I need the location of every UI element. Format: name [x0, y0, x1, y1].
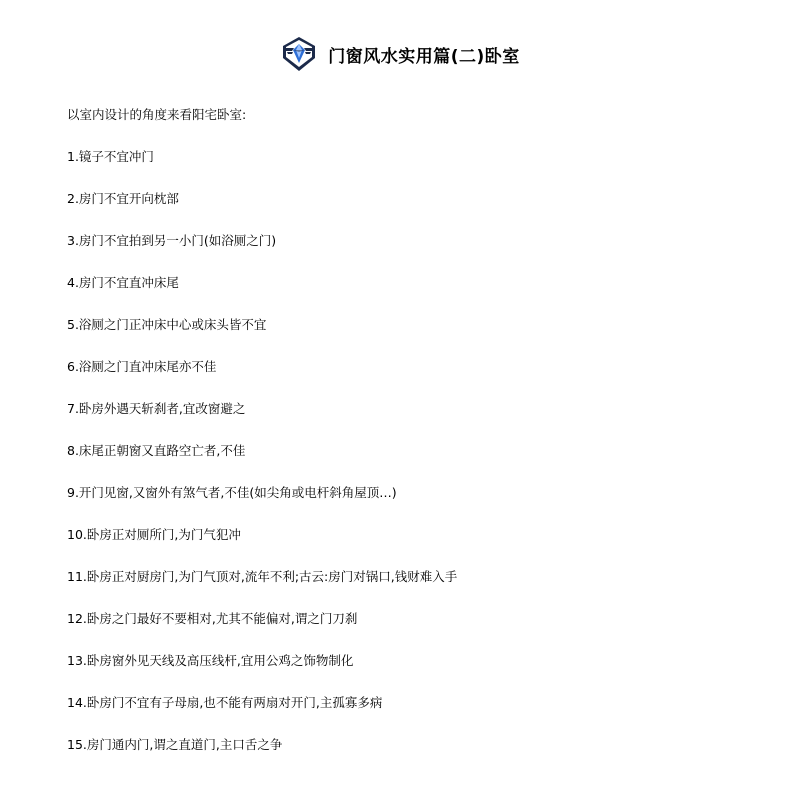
list-item: 15.房门通内门,谓之直道门,主口舌之争	[67, 737, 283, 752]
list-item: 14.卧房门不宜有子母扇,也不能有两扇对开门,主孤寡多病	[67, 695, 383, 710]
title-group	[282, 36, 520, 72]
list-item: 5.浴厕之门正冲床中心或床头皆不宜	[67, 317, 267, 332]
list-item: 13.卧房窗外见天线及高压线杆,宜用公鸡之饰物制化	[67, 653, 354, 668]
list-item: 4.房门不宜直冲床尾	[67, 275, 179, 290]
diamond-gem-emblem-icon	[282, 36, 316, 72]
list-item: 9.开门见窗,又窗外有煞气者,不佳(如尖角或电杆斜角屋顶…)	[67, 485, 397, 500]
list-item: 8.床尾正朝窗又直路空亡者,不佳	[67, 443, 246, 458]
list-item: 1.镜子不宜冲门	[67, 149, 154, 164]
list-item: 10.卧房正对厕所门,为门气犯冲	[67, 527, 241, 542]
list-item: 7.卧房外遇天斩刹者,宜改窗避之	[67, 401, 246, 416]
title-bar	[0, 34, 802, 74]
feng-shui-rules-list	[67, 148, 457, 778]
intro-text: 以室内设计的角度来看阳宅卧室:	[67, 107, 247, 122]
list-item: 12.卧房之门最好不要相对,尤其不能偏对,谓之门刀刹	[67, 611, 358, 626]
list-item: 6.浴厕之门直冲床尾亦不佳	[67, 359, 217, 374]
list-item: 3.房门不宜拍到另一小门(如浴厕之门)	[67, 233, 277, 248]
list-item: 11.卧房正对厨房门,为门气顶对,流年不利;古云:房门对锅口,钱财难入手	[67, 569, 458, 584]
list-item: 2.房门不宜开向枕部	[67, 191, 179, 206]
page-title: 门窗风水实用篇(二)卧室	[328, 46, 520, 67]
